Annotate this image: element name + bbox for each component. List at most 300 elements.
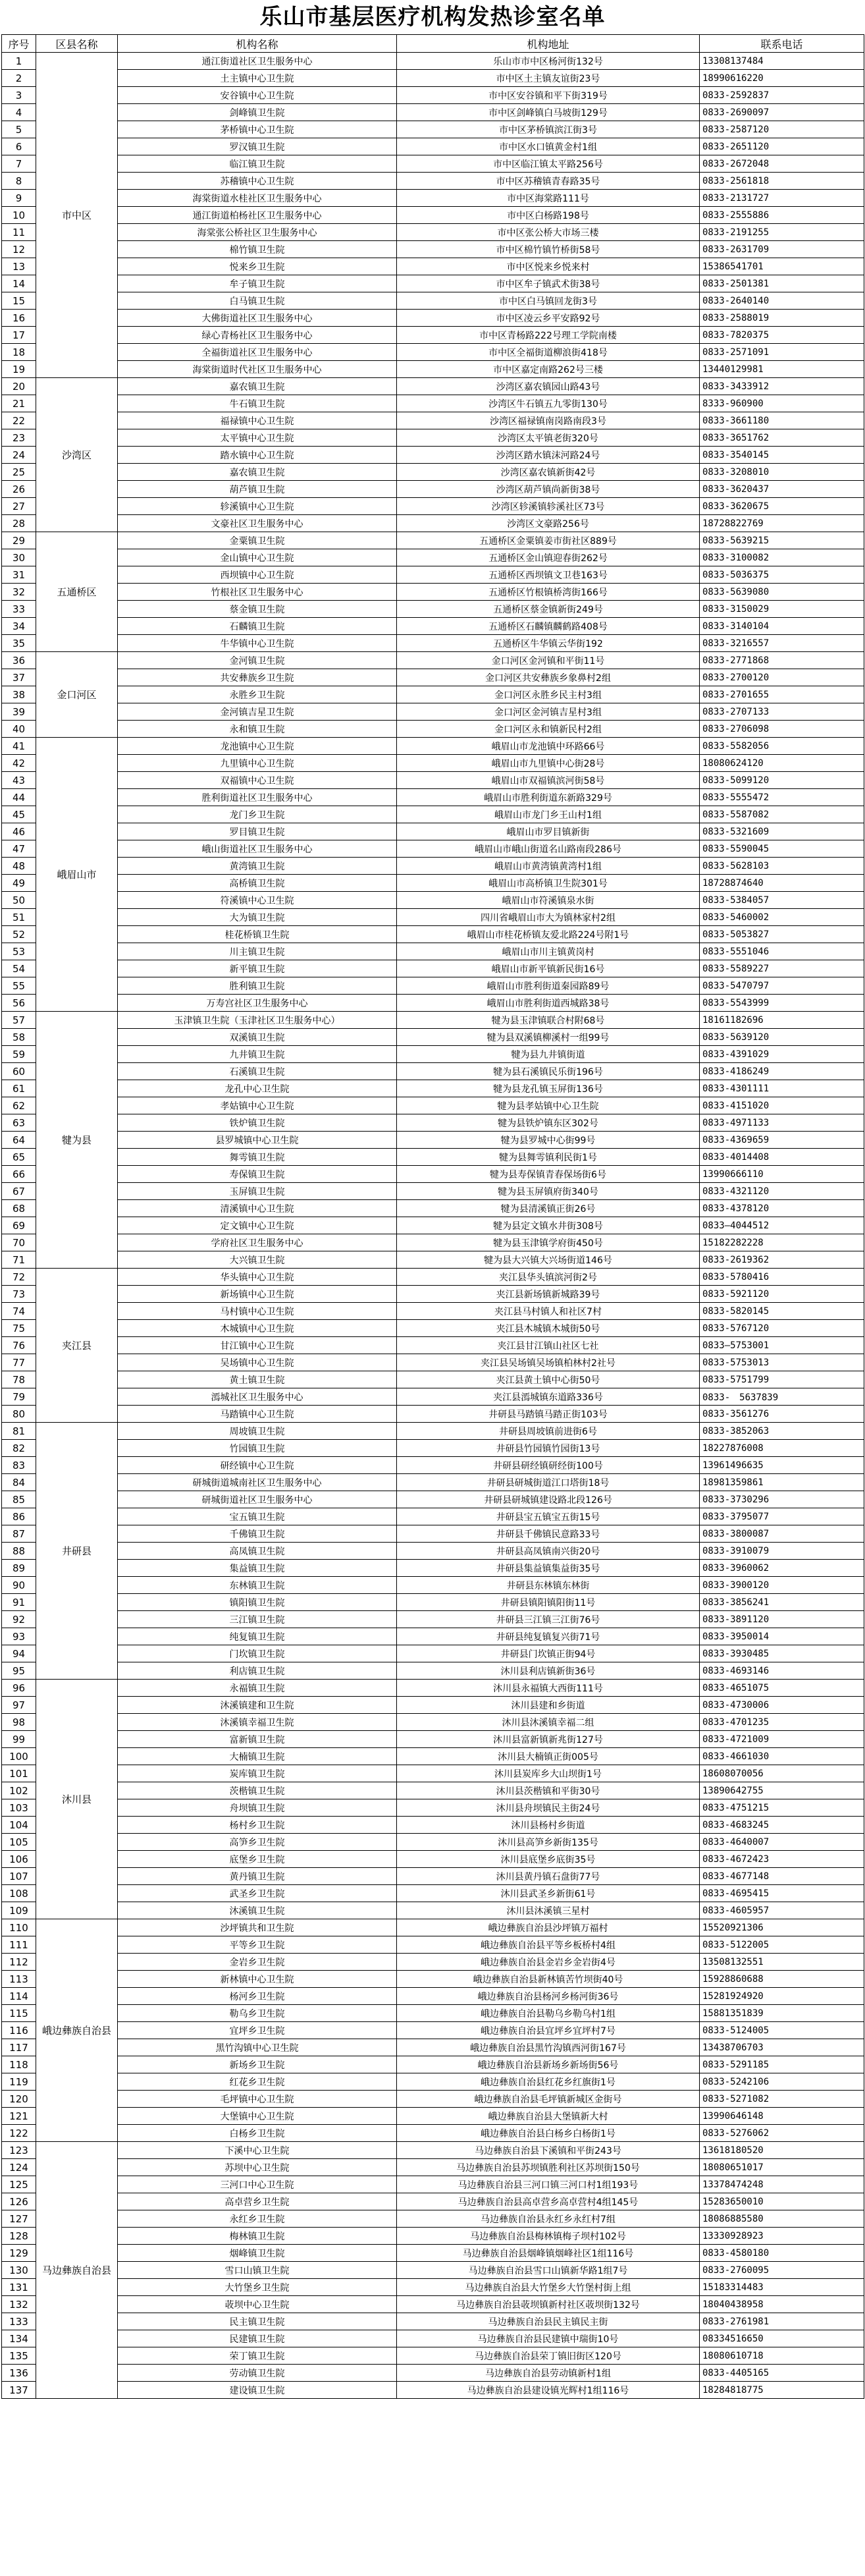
row-number: 58 bbox=[2, 1029, 36, 1046]
institution-address: 马边彝族自治县荣丁镇旧街区120号 bbox=[397, 2347, 700, 2365]
contact-phone: 15182282228 bbox=[700, 1234, 864, 1251]
institution-address: 犍为县玉津镇学府街450号 bbox=[397, 1234, 700, 1251]
institution-address: 峨边彝族自治县金岩乡金岩街4号 bbox=[397, 1954, 700, 1971]
contact-phone: 0833-3900120 bbox=[700, 1577, 864, 1594]
institution-name: 白马镇卫生院 bbox=[118, 292, 397, 310]
table-row bbox=[2, 2073, 864, 2091]
table-row bbox=[2, 2245, 864, 2262]
table-row bbox=[2, 1132, 864, 1149]
table-row bbox=[2, 1234, 864, 1251]
table-row bbox=[2, 1748, 864, 1765]
institution-name: 玉屏镇卫生院 bbox=[118, 1183, 397, 1200]
contact-phone: 0833-5590045 bbox=[700, 840, 864, 858]
row-number: 115 bbox=[2, 2005, 36, 2022]
row-number: 40 bbox=[2, 721, 36, 738]
table-row bbox=[2, 943, 864, 960]
row-number: 109 bbox=[2, 1902, 36, 1919]
contact-phone: 0833-3140104 bbox=[700, 618, 864, 635]
table-row bbox=[2, 327, 864, 344]
contact-phone: 0833-3433912 bbox=[700, 378, 864, 395]
institution-address: 井研县研城街道江口塔街18号 bbox=[397, 1474, 700, 1491]
contact-phone: 0833-5780416 bbox=[700, 1269, 864, 1286]
table-row bbox=[2, 1936, 864, 1954]
table-row bbox=[2, 2039, 864, 2056]
institution-name: 三河口中心卫生院 bbox=[118, 2176, 397, 2193]
contact-phone: 0833-4693146 bbox=[700, 1662, 864, 1680]
institution-address: 五通桥区西坝镇文卫巷163号 bbox=[397, 566, 700, 584]
institution-name: 文豪社区卫生服务中心 bbox=[118, 515, 397, 532]
row-number: 90 bbox=[2, 1577, 36, 1594]
contact-phone: 13890642755 bbox=[700, 1782, 864, 1799]
table-row bbox=[2, 344, 864, 361]
institution-name: 桂花桥镇卫生院 bbox=[118, 926, 397, 943]
table-row bbox=[2, 2056, 864, 2073]
institution-address: 沙湾区文豪路256号 bbox=[397, 515, 700, 532]
row-number: 65 bbox=[2, 1149, 36, 1166]
table-row bbox=[2, 1183, 864, 1200]
row-number: 79 bbox=[2, 1388, 36, 1406]
institution-name: 孝姑镇中心卫生院 bbox=[118, 1097, 397, 1114]
institution-name: 符溪镇中心卫生院 bbox=[118, 892, 397, 909]
institution-address: 峨眉山市桂花桥镇友爱北路224号附1号 bbox=[397, 926, 700, 943]
contact-phone: 0833-4640007 bbox=[700, 1834, 864, 1851]
institution-name: 共安彝族乡卫生院 bbox=[118, 669, 397, 686]
contact-phone: 0833-2760095 bbox=[700, 2262, 864, 2279]
row-number: 94 bbox=[2, 1645, 36, 1662]
contact-phone: 13438706703 bbox=[700, 2039, 864, 2056]
institution-address: 马边彝族自治县雪口山镇新华路1组7号 bbox=[397, 2262, 700, 2279]
table-row bbox=[2, 1628, 864, 1645]
clinic-table bbox=[1, 34, 864, 2399]
table-row bbox=[2, 87, 864, 104]
row-number: 133 bbox=[2, 2313, 36, 2330]
row-number: 45 bbox=[2, 806, 36, 823]
row-number: 97 bbox=[2, 1697, 36, 1714]
district-name: 马边彝族自治县 bbox=[36, 2142, 118, 2399]
contact-phone: 0833-2651120 bbox=[700, 138, 864, 155]
contact-phone: 0833-5036375 bbox=[700, 566, 864, 584]
institution-name: 踏水镇中心卫生院 bbox=[118, 447, 397, 464]
table-row bbox=[2, 464, 864, 481]
row-number: 63 bbox=[2, 1114, 36, 1132]
contact-phone: 18608070056 bbox=[700, 1765, 864, 1782]
table-row bbox=[2, 53, 864, 70]
contact-phone: 0833-4672423 bbox=[700, 1851, 864, 1868]
contact-phone: 0833-2640140 bbox=[700, 292, 864, 310]
institution-address: 马边彝族自治县苏坝镇胜利社区苏坝街150号 bbox=[397, 2159, 700, 2176]
institution-name: 沐溪镇幸福卫生院 bbox=[118, 1714, 397, 1731]
row-number: 86 bbox=[2, 1508, 36, 1525]
row-number: 101 bbox=[2, 1765, 36, 1782]
table-row bbox=[2, 1457, 864, 1474]
table-row bbox=[2, 858, 864, 875]
institution-address: 峨边彝族自治县毛坪镇新城区金街号 bbox=[397, 2091, 700, 2108]
row-number: 2 bbox=[2, 70, 36, 87]
contact-phone: 0833-3730296 bbox=[700, 1491, 864, 1508]
institution-name: 研经镇中心卫生院 bbox=[118, 1457, 397, 1474]
table-row bbox=[2, 155, 864, 173]
table-row bbox=[2, 1029, 864, 1046]
institution-address: 沐川县大楠镇正街005号 bbox=[397, 1748, 700, 1765]
institution-name: 铁炉镇卫生院 bbox=[118, 1114, 397, 1132]
institution-address: 市中区茅桥镇滨江街3号 bbox=[397, 121, 700, 138]
table-row bbox=[2, 2262, 864, 2279]
row-number: 10 bbox=[2, 207, 36, 224]
contact-phone: 0833-2592837 bbox=[700, 87, 864, 104]
page-title: 乐山市基层医疗机构发热诊室名单 bbox=[259, 4, 606, 30]
institution-name: 甘江镇中心卫生院 bbox=[118, 1337, 397, 1354]
institution-name: 新林镇中心卫生院 bbox=[118, 1971, 397, 1988]
institution-address: 马边彝族自治县高卓营乡高卓营村4组145号 bbox=[397, 2193, 700, 2210]
row-number: 122 bbox=[2, 2125, 36, 2142]
table-row bbox=[2, 1697, 864, 1714]
institution-name: 永胜乡卫生院 bbox=[118, 686, 397, 703]
institution-name: 蔡金镇卫生院 bbox=[118, 601, 397, 618]
table-row bbox=[2, 2125, 864, 2142]
row-number: 21 bbox=[2, 395, 36, 412]
contact-phone: 18040438958 bbox=[700, 2296, 864, 2313]
institution-address: 峨眉山市九里镇中心街28号 bbox=[397, 755, 700, 772]
header-address: 机构地址 bbox=[397, 35, 700, 53]
contact-phone: 0833-4651075 bbox=[700, 1680, 864, 1697]
institution-name: 木城镇中心卫生院 bbox=[118, 1320, 397, 1337]
contact-phone: 0833- 5637839 bbox=[700, 1388, 864, 1406]
contact-phone: 0833-2706098 bbox=[700, 721, 864, 738]
row-number: 134 bbox=[2, 2330, 36, 2347]
table-row bbox=[2, 1765, 864, 1782]
institution-name: 千佛镇卫生院 bbox=[118, 1525, 397, 1543]
institution-name: 龙门乡卫生院 bbox=[118, 806, 397, 823]
institution-address: 沙湾区嘉农镇新街42号 bbox=[397, 464, 700, 481]
institution-name: 高凤镇卫生院 bbox=[118, 1543, 397, 1560]
district-name: 金口河区 bbox=[36, 652, 118, 738]
contact-phone: 0833-2619362 bbox=[700, 1251, 864, 1269]
institution-name: 炭库镇卫生院 bbox=[118, 1765, 397, 1782]
institution-address: 沐川县舟坝镇民主街24号 bbox=[397, 1799, 700, 1817]
table-row bbox=[2, 1354, 864, 1371]
institution-address: 井研县镇阳镇阳街11号 bbox=[397, 1594, 700, 1611]
district-name: 犍为县 bbox=[36, 1012, 118, 1269]
institution-name: 临江镇卫生院 bbox=[118, 155, 397, 173]
row-number: 30 bbox=[2, 549, 36, 566]
row-number: 32 bbox=[2, 584, 36, 601]
row-number: 126 bbox=[2, 2193, 36, 2210]
contact-phone: 0833-5551046 bbox=[700, 943, 864, 960]
table-row bbox=[2, 618, 864, 635]
institution-name: 门坎镇卫生院 bbox=[118, 1645, 397, 1662]
institution-name: 绿心青杨社区卫生服务中心 bbox=[118, 327, 397, 344]
contact-phone: 0833-4580180 bbox=[700, 2245, 864, 2262]
contact-phone: 0833-2587120 bbox=[700, 121, 864, 138]
institution-address: 井研县周坡镇前进街6号 bbox=[397, 1423, 700, 1440]
district-name: 市中区 bbox=[36, 53, 118, 378]
table-row bbox=[2, 1508, 864, 1525]
table-row bbox=[2, 1269, 864, 1286]
table-row bbox=[2, 104, 864, 121]
row-number: 37 bbox=[2, 669, 36, 686]
institution-address: 金口河区金河镇和平街11号 bbox=[397, 652, 700, 669]
institution-address: 马边彝族自治县大竹堡乡大竹堡村街上组 bbox=[397, 2279, 700, 2296]
institution-name: 宜坪乡卫生院 bbox=[118, 2022, 397, 2039]
institution-address: 沐川县沐溪镇幸福二组 bbox=[397, 1714, 700, 1731]
institution-name: 武圣乡卫生院 bbox=[118, 1885, 397, 1902]
institution-address: 金口河区永和镇新民村2组 bbox=[397, 721, 700, 738]
header-phone: 联系电话 bbox=[700, 35, 864, 53]
institution-name: 劳动镇卫生院 bbox=[118, 2365, 397, 2382]
institution-address: 井研县研城镇建设路北段126号 bbox=[397, 1491, 700, 1508]
table-row bbox=[2, 1611, 864, 1628]
table-row bbox=[2, 1251, 864, 1269]
row-number: 56 bbox=[2, 995, 36, 1012]
contact-phone: 0833-5921120 bbox=[700, 1286, 864, 1303]
table-row bbox=[2, 1371, 864, 1388]
institution-name: 黄湾镇卫生院 bbox=[118, 858, 397, 875]
institution-name: 周坡镇卫生院 bbox=[118, 1423, 397, 1440]
row-number: 89 bbox=[2, 1560, 36, 1577]
contact-phone: 0833-5271082 bbox=[700, 2091, 864, 2108]
table-row bbox=[2, 138, 864, 155]
row-number: 27 bbox=[2, 498, 36, 515]
institution-address: 沐川县底堡乡底街35号 bbox=[397, 1851, 700, 1868]
institution-address: 井研县三江镇三江街76号 bbox=[397, 1611, 700, 1628]
institution-address: 金口河区永胜乡民主村3组 bbox=[397, 686, 700, 703]
institution-name: 新场镇中心卫生院 bbox=[118, 1286, 397, 1303]
row-number: 49 bbox=[2, 875, 36, 892]
institution-name: 舟坝镇卫生院 bbox=[118, 1799, 397, 1817]
table-row bbox=[2, 515, 864, 532]
row-number: 28 bbox=[2, 515, 36, 532]
table-row bbox=[2, 1560, 864, 1577]
institution-address: 峨眉山市双福镇滨河街58号 bbox=[397, 772, 700, 789]
institution-address: 沐川县武圣乡新街61号 bbox=[397, 1885, 700, 1902]
institution-name: 定文镇中心卫生院 bbox=[118, 1217, 397, 1234]
table-row bbox=[2, 310, 864, 327]
institution-name: 大竹堡乡卫生院 bbox=[118, 2279, 397, 2296]
institution-address: 沙湾区太平镇老街320号 bbox=[397, 429, 700, 447]
institution-address: 峨边彝族自治县白杨乡白杨街1号 bbox=[397, 2125, 700, 2142]
table-row bbox=[2, 584, 864, 601]
institution-name: 通江街道社区卫生服务中心 bbox=[118, 53, 397, 70]
row-number: 106 bbox=[2, 1851, 36, 1868]
row-number: 88 bbox=[2, 1543, 36, 1560]
institution-address: 沙湾区嘉农镇园山路43号 bbox=[397, 378, 700, 395]
table-row bbox=[2, 275, 864, 292]
institution-address: 犍为县铁炉镇东区302号 bbox=[397, 1114, 700, 1132]
contact-phone: 0833-3620437 bbox=[700, 481, 864, 498]
institution-name: 胜利街道社区卫生服务中心 bbox=[118, 789, 397, 806]
row-number: 132 bbox=[2, 2296, 36, 2313]
institution-name: 大兴镇卫生院 bbox=[118, 1251, 397, 1269]
table-row bbox=[2, 2382, 864, 2399]
contact-phone: 0833-3216557 bbox=[700, 635, 864, 652]
institution-address: 犍为县定文镇水井街308号 bbox=[397, 1217, 700, 1234]
contact-phone: 18990616220 bbox=[700, 70, 864, 87]
row-number: 72 bbox=[2, 1269, 36, 1286]
contact-phone: 13508132551 bbox=[700, 1954, 864, 1971]
row-number: 85 bbox=[2, 1491, 36, 1508]
institution-name: 大堡镇中心卫生院 bbox=[118, 2108, 397, 2125]
row-number: 3 bbox=[2, 87, 36, 104]
row-number: 13 bbox=[2, 258, 36, 275]
table-row bbox=[2, 1046, 864, 1063]
row-number: 5 bbox=[2, 121, 36, 138]
row-number: 76 bbox=[2, 1337, 36, 1354]
row-number: 105 bbox=[2, 1834, 36, 1851]
table-row bbox=[2, 1388, 864, 1406]
institution-name: 底堡乡卫生院 bbox=[118, 1851, 397, 1868]
row-number: 80 bbox=[2, 1406, 36, 1423]
contact-phone: 0833-4683245 bbox=[700, 1817, 864, 1834]
table-row bbox=[2, 121, 864, 138]
contact-phone: 0833-3891120 bbox=[700, 1611, 864, 1628]
table-row bbox=[2, 2365, 864, 2382]
table-row bbox=[2, 840, 864, 858]
table-row bbox=[2, 1782, 864, 1799]
institution-name: 轸溪镇中心卫生院 bbox=[118, 498, 397, 515]
row-number: 16 bbox=[2, 310, 36, 327]
institution-address: 市中区全福街道柳浪街418号 bbox=[397, 344, 700, 361]
institution-name: 金河镇吉星卫生院 bbox=[118, 703, 397, 721]
contact-phone: 0833-5753013 bbox=[700, 1354, 864, 1371]
table-body bbox=[2, 53, 864, 2399]
table-row bbox=[2, 241, 864, 258]
row-number: 129 bbox=[2, 2245, 36, 2262]
contact-phone: 18080624120 bbox=[700, 755, 864, 772]
row-number: 135 bbox=[2, 2347, 36, 2365]
table-row bbox=[2, 429, 864, 447]
row-number: 113 bbox=[2, 1971, 36, 1988]
contact-phone: 0833-5555472 bbox=[700, 789, 864, 806]
row-number: 130 bbox=[2, 2262, 36, 2279]
institution-address: 沙湾区牛石镇五九零街130号 bbox=[397, 395, 700, 412]
institution-address: 夹江县漹城镇东道路336号 bbox=[397, 1388, 700, 1406]
institution-name: 金山镇中心卫生院 bbox=[118, 549, 397, 566]
table-header bbox=[2, 35, 864, 53]
contact-phone: 18086885580 bbox=[700, 2210, 864, 2228]
district-name: 井研县 bbox=[36, 1423, 118, 1680]
table-row bbox=[2, 481, 864, 498]
contact-phone: 0833-5639080 bbox=[700, 584, 864, 601]
institution-name: 利店镇卫生院 bbox=[118, 1662, 397, 1680]
row-number: 17 bbox=[2, 327, 36, 344]
table-row bbox=[2, 926, 864, 943]
institution-address: 峨边彝族自治县宜坪乡宜坪村7号 bbox=[397, 2022, 700, 2039]
contact-phone: 0833—5753001 bbox=[700, 1337, 864, 1354]
institution-address: 沐川县杨村乡街道 bbox=[397, 1817, 700, 1834]
row-number: 73 bbox=[2, 1286, 36, 1303]
contact-phone: 0833-2191255 bbox=[700, 224, 864, 241]
row-number: 100 bbox=[2, 1748, 36, 1765]
contact-phone: 13440129981 bbox=[700, 361, 864, 378]
contact-phone: 0833-5639215 bbox=[700, 532, 864, 549]
row-number: 31 bbox=[2, 566, 36, 584]
institution-address: 市中区青杨路222号理工学院南楼 bbox=[397, 327, 700, 344]
row-number: 43 bbox=[2, 772, 36, 789]
contact-phone: 0833-5276062 bbox=[700, 2125, 864, 2142]
row-number: 127 bbox=[2, 2210, 36, 2228]
contact-phone: 0833-5639120 bbox=[700, 1029, 864, 1046]
institution-name: 白杨乡卫生院 bbox=[118, 2125, 397, 2142]
institution-name: 通江街道柏杨社区卫生服务中心 bbox=[118, 207, 397, 224]
contact-phone: 0833-2672048 bbox=[700, 155, 864, 173]
institution-name: 平等乡卫生院 bbox=[118, 1936, 397, 1954]
institution-name: 永福镇卫生院 bbox=[118, 1680, 397, 1697]
row-number: 124 bbox=[2, 2159, 36, 2176]
contact-phone: 0833-3800087 bbox=[700, 1525, 864, 1543]
contact-phone: 0833-3960062 bbox=[700, 1560, 864, 1577]
table-row bbox=[2, 2108, 864, 2125]
institution-address: 峨边彝族自治县红花乡红旗街1号 bbox=[397, 2073, 700, 2091]
row-number: 131 bbox=[2, 2279, 36, 2296]
row-number: 67 bbox=[2, 1183, 36, 1200]
institution-address: 沐川县建和乡街道 bbox=[397, 1697, 700, 1714]
institution-address: 沙湾区福禄镇南岗路南段3号 bbox=[397, 412, 700, 429]
institution-address: 峨边彝族自治县沙坪镇万福村 bbox=[397, 1919, 700, 1936]
contact-phone: 0833-4971133 bbox=[700, 1114, 864, 1132]
institution-address: 夹江县黄土镇中心街50号 bbox=[397, 1371, 700, 1388]
institution-name: 黄丹镇卫生院 bbox=[118, 1868, 397, 1885]
table-row bbox=[2, 2296, 864, 2313]
row-number: 116 bbox=[2, 2022, 36, 2039]
institution-address: 峨眉山市峨山街道名山路南段286号 bbox=[397, 840, 700, 858]
institution-name: 苏坝中心卫生院 bbox=[118, 2159, 397, 2176]
contact-phone: 0833-4301111 bbox=[700, 1080, 864, 1097]
row-number: 23 bbox=[2, 429, 36, 447]
institution-name: 新平镇卫生院 bbox=[118, 960, 397, 977]
district-name: 沐川县 bbox=[36, 1680, 118, 1919]
institution-name: 海棠街道时代社区卫生服务中心 bbox=[118, 361, 397, 378]
institution-name: 雪口山镇卫生院 bbox=[118, 2262, 397, 2279]
row-number: 93 bbox=[2, 1628, 36, 1645]
institution-name: 福禄镇中心卫生院 bbox=[118, 412, 397, 429]
institution-address: 峨眉山市高桥镇卫生院301号 bbox=[397, 875, 700, 892]
table-row bbox=[2, 1114, 864, 1132]
institution-name: 牟子镇卫生院 bbox=[118, 275, 397, 292]
table-row bbox=[2, 806, 864, 823]
contact-phone: 0833-3930485 bbox=[700, 1645, 864, 1662]
institution-name: 集益镇卫生院 bbox=[118, 1560, 397, 1577]
institution-address: 市中区临江镇太平路256号 bbox=[397, 155, 700, 173]
row-number: 34 bbox=[2, 618, 36, 635]
contact-phone: 0833-4369659 bbox=[700, 1132, 864, 1149]
table-row bbox=[2, 1149, 864, 1166]
table-row bbox=[2, 258, 864, 275]
institution-address: 峨边彝族自治县黑竹沟镇西河街167号 bbox=[397, 2039, 700, 2056]
institution-address: 犍为县玉津镇联合村附68号 bbox=[397, 1012, 700, 1029]
institution-address: 夹江县甘江镇山社区七社 bbox=[397, 1337, 700, 1354]
row-number: 81 bbox=[2, 1423, 36, 1440]
row-number: 11 bbox=[2, 224, 36, 241]
row-number: 77 bbox=[2, 1354, 36, 1371]
institution-name: 峨山街道社区卫生服务中心 bbox=[118, 840, 397, 858]
contact-phone: 13330928923 bbox=[700, 2228, 864, 2245]
contact-phone: 0833-5242106 bbox=[700, 2073, 864, 2091]
institution-address: 井研县千佛镇民意路33号 bbox=[397, 1525, 700, 1543]
institution-address: 峨眉山市龙池镇中环路66号 bbox=[397, 738, 700, 755]
contact-phone: 0833-3540145 bbox=[700, 447, 864, 464]
institution-name: 红花乡卫生院 bbox=[118, 2073, 397, 2091]
contact-phone: 0833-5124005 bbox=[700, 2022, 864, 2039]
contact-phone: 0833-4661030 bbox=[700, 1748, 864, 1765]
institution-address: 五通桥区石麟镇麟鹤路408号 bbox=[397, 618, 700, 635]
table-row bbox=[2, 652, 864, 669]
institution-address: 犍为县寿保镇青春保场街6号 bbox=[397, 1166, 700, 1183]
row-number: 95 bbox=[2, 1662, 36, 1680]
institution-name: 太平镇中心卫生院 bbox=[118, 429, 397, 447]
institution-address: 市中区苏稽镇青春路35号 bbox=[397, 173, 700, 190]
contact-phone: 0833-3150029 bbox=[700, 601, 864, 618]
institution-name: 竹园镇卫生院 bbox=[118, 1440, 397, 1457]
